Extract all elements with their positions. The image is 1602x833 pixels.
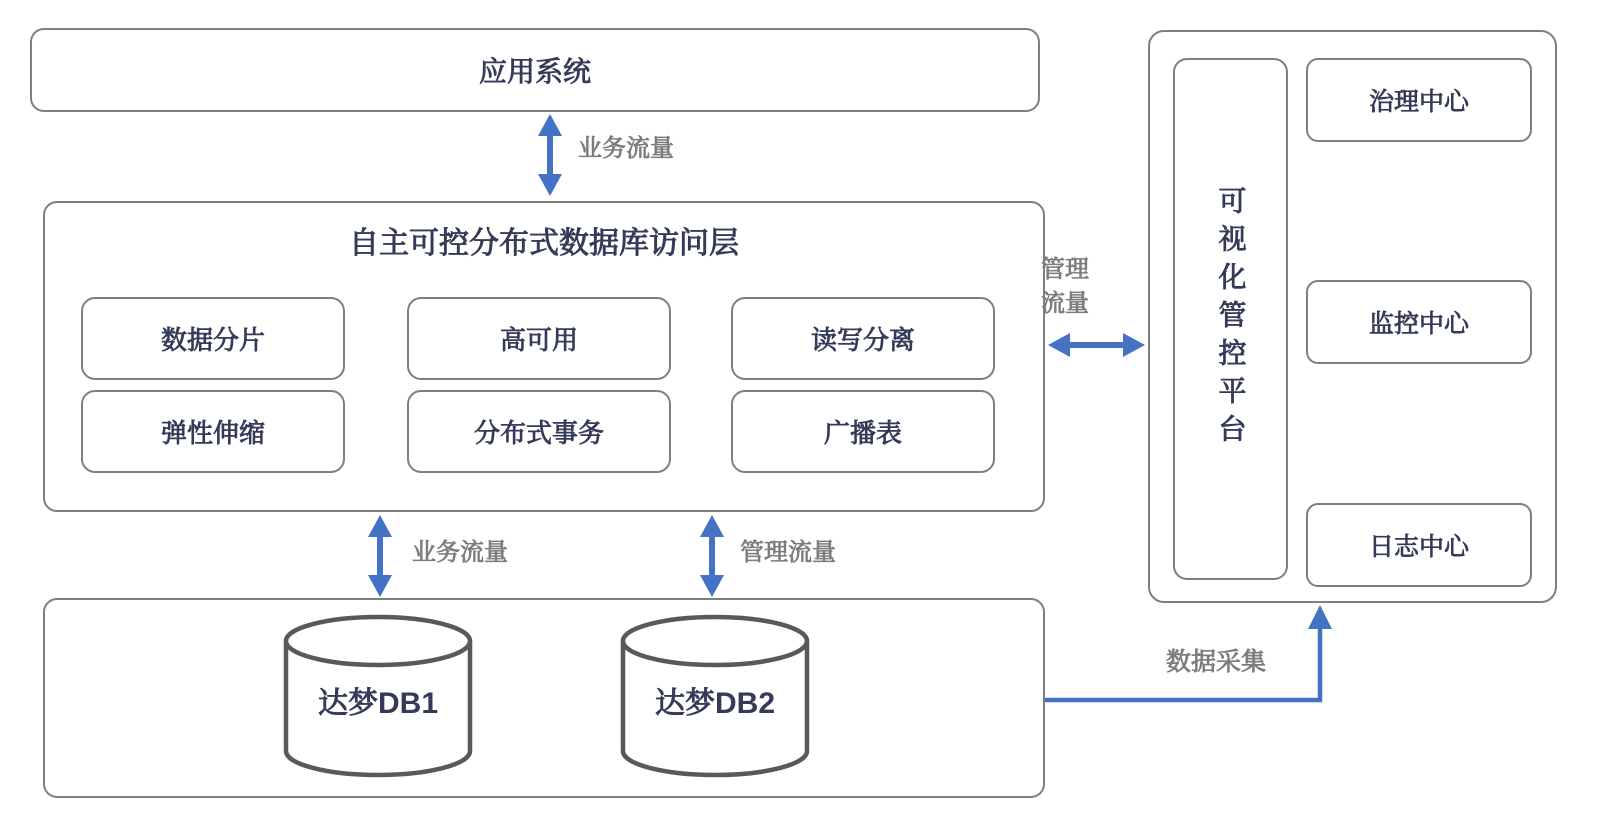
db1-label: 达梦DB1 (317, 687, 438, 720)
feature-label: 高可用 (499, 325, 578, 355)
feature-label: 分布式事务 (473, 418, 604, 448)
business-flow-arrow-db1 (362, 513, 398, 599)
app-system-label: 应用系统 (478, 56, 591, 87)
db2-label: 达梦DB2 (654, 687, 775, 720)
app-system-box (30, 28, 1040, 112)
access-layer-title: 自主可控分布式数据库访问层 (349, 227, 739, 260)
governance-center-box (1306, 58, 1532, 142)
business-flow-arrow-top (532, 112, 568, 198)
feature-box-read-write-split (731, 297, 995, 380)
feature-label: 弹性伸缩 (160, 418, 265, 448)
business-flow-label-top: 业务流量 (578, 135, 674, 162)
business-flow-label-db: 业务流量 (412, 539, 508, 566)
management-flow-arrow-platform (1046, 329, 1147, 361)
management-flow-label-line1: 管理 (1041, 256, 1089, 283)
feature-box-broadcast-table (731, 390, 995, 473)
monitoring-center-box (1306, 280, 1532, 364)
management-flow-label-db: 管理流量 (740, 539, 836, 566)
feature-box-distributed-transaction (407, 390, 671, 473)
platform-title-box (1173, 58, 1288, 580)
log-center-box (1306, 503, 1532, 587)
feature-label: 广播表 (823, 418, 902, 448)
management-flow-label-platform (1032, 253, 1098, 321)
feature-box-data-sharding (81, 297, 345, 380)
feature-label: 读写分离 (810, 325, 915, 355)
database-layer-box (43, 598, 1045, 798)
management-flow-label-line2: 流量 (1041, 290, 1089, 317)
data-collection-label: 数据采集 (1166, 648, 1267, 676)
monitoring-center-label: 监控中心 (1368, 310, 1469, 338)
feature-box-elastic-scaling (81, 390, 345, 473)
log-center-label: 日志中心 (1368, 533, 1469, 561)
feature-box-high-availability (407, 297, 671, 380)
governance-center-label: 治理中心 (1368, 88, 1469, 116)
management-flow-arrow-db2 (694, 513, 730, 599)
platform-title: 可视化管控平台 (1215, 186, 1247, 452)
feature-label: 数据分片 (160, 325, 265, 355)
